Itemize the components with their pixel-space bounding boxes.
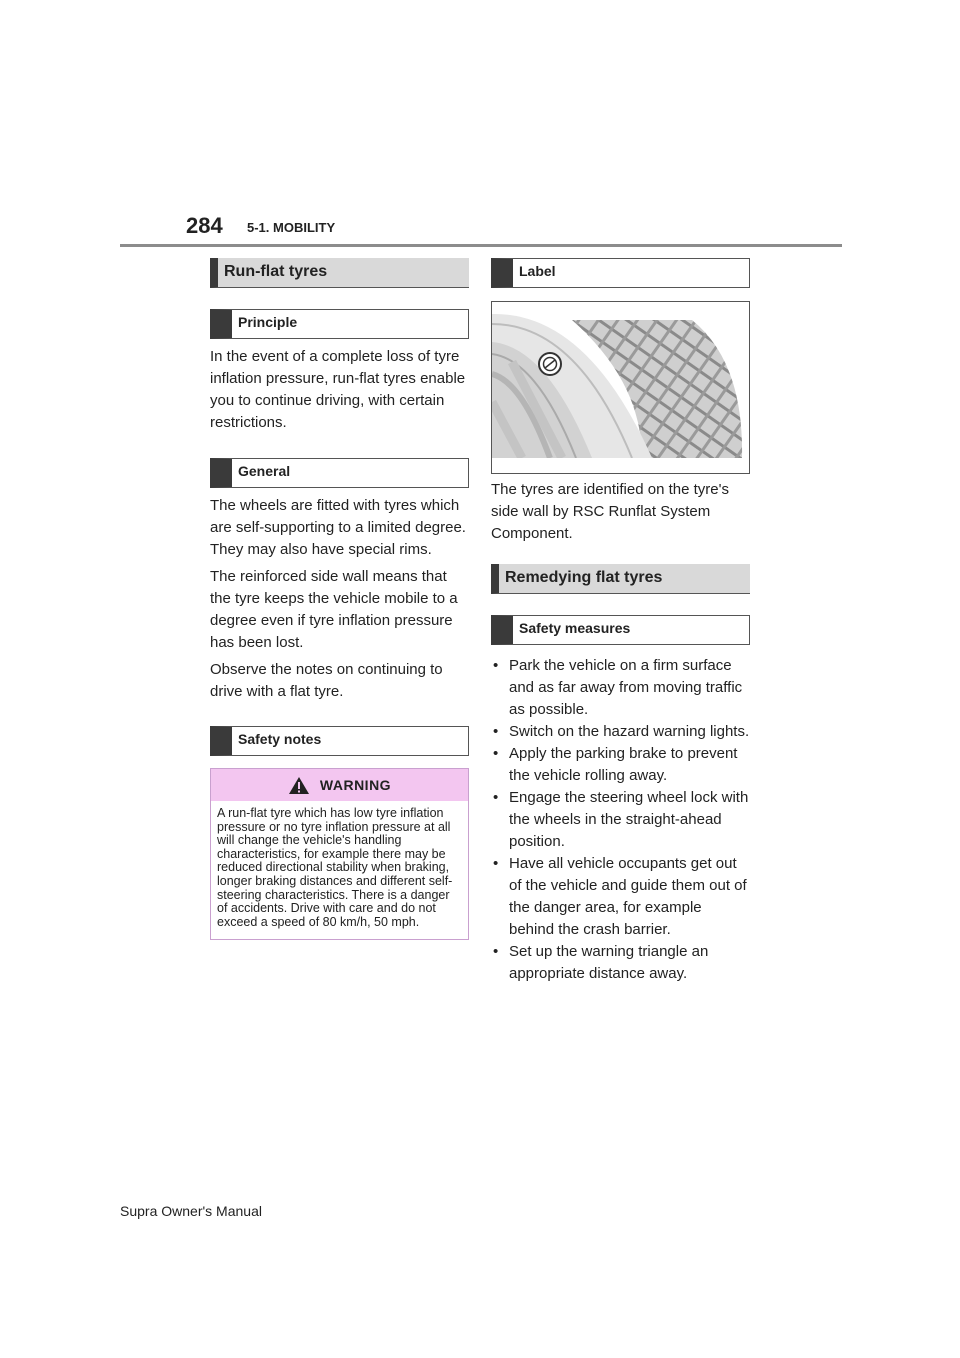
remedying-flat-tyres-heading: Remedying flat tyres	[491, 564, 750, 594]
tyre-label-figure	[491, 301, 750, 474]
tyre-sidewall-illustration	[492, 302, 749, 473]
run-flat-tyres-heading: Run-flat tyres	[210, 258, 469, 288]
label-heading: Label	[491, 258, 750, 288]
page-number: 284	[186, 213, 223, 238]
list-item: • Apply the parking brake to prevent the vehicle rolling away.	[491, 743, 750, 787]
safety-notes-heading: Safety notes	[210, 726, 469, 756]
list-item: • Engage the steering wheel lock with the wheels in the straight-ahead position.	[491, 787, 750, 853]
label-caption: The tyres are identified on the tyre's side wall by RSC Runflat System Component.	[491, 481, 729, 542]
principle-text: In the event of a complete loss of tyre inflation pressure, run-flat tyres enable you to continue driving, with certain restrictions.	[210, 348, 466, 431]
list-item: • Have all vehicle occupants get out of the vehicle and guide them out of the danger area, for example behind the crash barrier.	[491, 853, 750, 941]
warning-header	[211, 769, 468, 801]
footer-manual-title: Supra Owner's Manual	[120, 1203, 262, 1219]
left-column	[210, 258, 469, 940]
header-divider	[120, 244, 842, 247]
warning-box	[210, 768, 469, 940]
principle-heading: Principle	[210, 309, 469, 339]
list-item: • Switch on the hazard warning lights.	[491, 721, 750, 743]
warning-triangle-icon	[288, 776, 310, 795]
general-paragraph-1: The wheels are fitted with tyres which are self-supporting to a limited degree. They may also have special rims.	[210, 497, 466, 558]
safety-measures-list	[491, 655, 750, 985]
warning-label: WARNING	[319, 777, 392, 793]
right-column	[491, 258, 750, 985]
warning-text: A run-flat tyre which has low tyre inflation pressure or no tyre inflation pressure at all will change the vehicle's handling characteristics, for example there may be reduced directional stability when braking, longer braking distances and different self-steering characteristics. There is a danger of accidents. Drive with care and do not exceed a speed of 80 km/h, 50 mph.	[217, 806, 453, 929]
list-item: • Park the vehicle on a firm surface and as far away from moving traffic as possible.	[491, 655, 750, 721]
general-heading: General	[210, 458, 469, 488]
list-item: • Set up the warning triangle an appropriate distance away.	[491, 941, 750, 985]
general-paragraph-2: The reinforced side wall means that the tyre keeps the vehicle mobile to a degree even if tyre inflation pressure has been lost.	[210, 568, 458, 651]
general-paragraph-3: Observe the notes on continuing to drive with a flat tyre.	[210, 661, 443, 700]
section-label: 5-1. MOBILITY	[247, 220, 336, 235]
safety-measures-heading: Safety measures	[491, 615, 750, 645]
